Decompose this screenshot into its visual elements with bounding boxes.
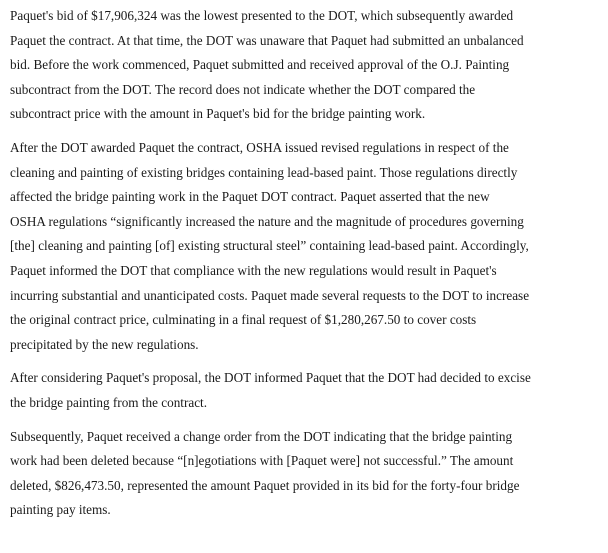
text-line: Paquet's bid of $17,906,324 was the lowest presented to the DOT, which subsequently awarded: [10, 8, 514, 23]
text-line: Subsequently, Paquet received a change order from the DOT indicating that the bridge painting: [10, 428, 513, 444]
text-line: the original contract price, culminating in a final request of $1,280,267.50 to cover costs: [10, 312, 477, 328]
text-line: cleaning and painting of existing bridges containing lead-based paint. Those regulations directly: [10, 164, 518, 180]
text-line: the bridge painting from the contract.: [10, 394, 208, 410]
text-line: After the DOT awarded Paquet the contract, OSHA issued revised regulations in respect of the: [10, 139, 509, 155]
paragraph-change-order: [10, 425, 602, 523]
text-line: Paquet the contract. At that time, the DOT was unaware that Paquet had submitted an unbalanced: [10, 32, 524, 48]
text-line: [the] cleaning and painting [of] existing structural steel” containing lead-based paint. Accordingly,: [10, 238, 529, 254]
paragraph-bid-award: [10, 4, 602, 127]
paragraph-excise-decision: [10, 366, 602, 415]
text-line: OSHA regulations “significantly increased the nature and the magnitude of procedures governing: [10, 213, 524, 229]
text-line: incurring substantial and unanticipated costs. Paquet made several requests to the DOT to increase: [10, 287, 530, 303]
text-line: work had been deleted because “[n]egotiations with [Paquet were] not successful.” The amount: [10, 453, 514, 469]
text-line: precipitated by the new regulations.: [10, 336, 199, 352]
paragraph-osha-regulations: [10, 136, 602, 357]
text-line: bid. Before the work commenced, Paquet submitted and received approval of the O.J. Painting: [10, 57, 510, 73]
text-line: deleted, $826,473.50, represented the amount Paquet provided in its bid for the forty-four bridge: [10, 477, 520, 493]
text-line: Paquet informed the DOT that compliance with the new regulations would result in Paquet's: [10, 262, 497, 278]
text-line: subcontract from the DOT. The record does not indicate whether the DOT compared the: [10, 81, 476, 97]
text-line: After considering Paquet's proposal, the DOT informed Paquet that the DOT had decided to excise: [10, 370, 531, 386]
text-line: affected the bridge painting work in the Paquet DOT contract. Paquet asserted that the new: [10, 189, 490, 205]
document-body: [10, 4, 602, 523]
text-line: subcontract price with the amount in Paquet's bid for the bridge painting work.: [10, 106, 426, 122]
text-line: painting pay items.: [10, 502, 111, 518]
